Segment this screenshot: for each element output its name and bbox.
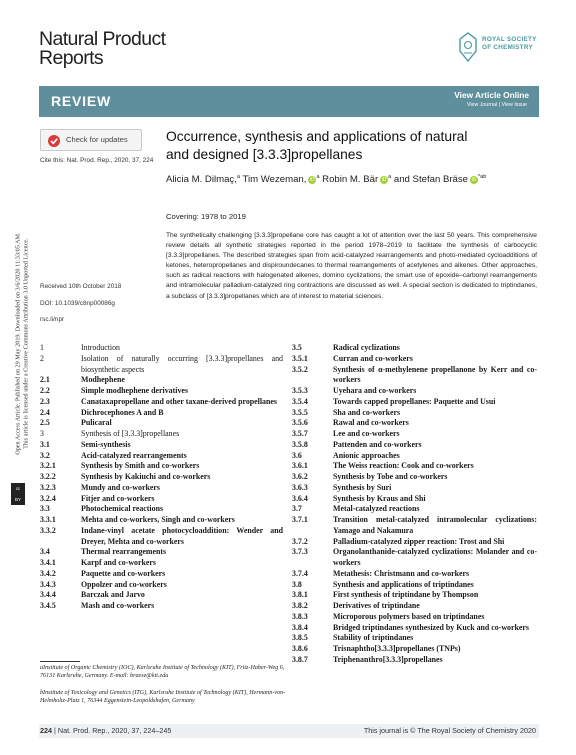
toc-entry-title: Pattenden and co-workers [333,439,422,449]
cite-this: Cite this: Nat. Prod. Rep., 2020, 37, 224 [40,157,154,164]
toc-entry[interactable] [292,483,537,494]
toc-entry-number: 3.6.1 [292,461,308,471]
toc-entry[interactable] [40,386,283,397]
article-title-line1: Occurrence, synthesis and applications of natural [166,129,468,144]
received-date: Received 10th October 2018 [40,283,122,290]
toc-entry-title: Isolation of naturally occurring [3.3.3]propellanes and biosynthetic aspects [81,353,283,374]
toc-entry[interactable] [40,408,283,419]
toc-entry-number: 3.8.6 [292,644,308,653]
toc-entry-title: The Weiss reaction: Cook and co-workers [333,461,474,471]
article-title-line2: and designed [3.3.3]propellanes [166,146,363,162]
check-updates-icon [47,134,61,148]
author-affiliation-mark: a [316,174,320,180]
toc-entry-number: 3.5.1 [292,353,308,363]
toc-entry-title: Derivatives of triptindane [333,601,420,610]
toc-entry-title: Metathesis: Christmann and co-workers [333,568,470,578]
toc-entry-title: Radical cyclizations [333,343,400,352]
toc-entry[interactable] [292,397,537,408]
toc-entry[interactable] [40,440,283,451]
toc-entry-number: 3.3 [40,504,50,514]
toc-entry[interactable] [292,365,537,387]
toc-entry-number: 3.2 [40,450,50,460]
toc-entry[interactable] [40,580,283,591]
toc-entry[interactable] [292,515,537,537]
affiliation-b: bInstitute of Toxicology and Genetics (ITG), Karlsruhe Institute of Technology (KIT), Hermann-von-Helmholtz-Platz 1, 76344 Eggenstein-Leopoldshafen, Germany [40,690,286,705]
author-name: Tim Wezeman, [239,174,307,185]
toc-entry[interactable] [40,558,283,569]
toc-entry-title: Organolanthanide-catalyzed cyclizations: Molander and co-workers [333,547,537,567]
toc-entry-number: 2.5 [40,418,50,428]
toc-entry[interactable] [40,375,283,386]
toc-entry-title: Acid-catalyzed rearrangements [81,450,187,460]
toc-entry[interactable] [40,461,283,472]
toc-entry[interactable] [40,504,283,515]
toc-entry-title: Pulicaral [81,418,112,428]
toc-entry-title: Metal-catalyzed reactions [333,504,420,514]
toc-entry-number: 3.5.7 [292,429,308,438]
check-updates-label: Check for updates [66,135,128,144]
toc-entry[interactable] [40,590,283,601]
toc-entry[interactable] [40,569,283,580]
toc-entry-number: 3.4.3 [40,579,56,589]
toc-entry-title: Synthesis by Tobe and co-workers [333,472,448,481]
journal-citation: Nat. Prod. Rep., 2020, 37, 224–245 [57,726,172,735]
toc-entry-number: 3.6.3 [292,482,308,492]
toc-entry[interactable] [40,526,283,548]
toc-entry-number: 2.1 [40,375,50,385]
journal-title-line2: Reports [39,47,104,69]
toc-entry-title: Synthesis of [3.3.3]propellanes [81,429,180,438]
author-list [166,174,486,185]
toc-entry-number: 3.2.1 [40,461,56,471]
toc-entry-number: 3.4.1 [40,558,56,567]
license-sidebar [14,104,29,584]
toc-entry[interactable] [292,440,537,451]
toc-entry[interactable] [292,386,537,397]
toc-entry-title: Mehta and co-workers, Singh and co-workers [81,515,235,524]
author-name: Robin M. Bär [319,174,379,185]
toc-entry-title: Karpf and co-workers [81,558,156,567]
orcid-icon[interactable]: iD [381,177,387,183]
toc-entry-number: 3.7.4 [292,568,308,578]
toc-entry-title: Synthesis and applications of triptindanes [333,579,474,589]
rsc-crest-icon [456,31,480,65]
toc-entry[interactable] [40,354,283,376]
toc-entry-title: Fitjer and co-workers [81,493,155,503]
toc-entry-title: Curran and co-workers [333,353,413,363]
toc-entry[interactable] [292,580,537,591]
toc-entry[interactable] [40,515,283,526]
toc-entry-number: 3.4.5 [40,601,56,610]
toc-entry-number: 3.5.6 [292,418,308,428]
toc-entry[interactable] [292,590,537,601]
toc-entry-number: 3.7.1 [292,515,308,524]
toc-entry-title: Transition metal-catalyzed intramolecular cyclizations: Yamago and Nakamura [333,515,537,535]
page-number: 224 [40,726,52,735]
footer-separator: | [54,726,58,735]
toc-entry-title: Oppolzer and co-workers [81,579,167,589]
toc-entry-title: Synthesis of α-methylenene propellanone by Kerr and co-workers [333,364,537,385]
toc-entry[interactable] [292,623,537,634]
toc-entry[interactable] [292,633,537,644]
author-name: Alicia M. Dilmaç, [166,174,237,185]
article-type-label: REVIEW [51,93,112,109]
cc-badge-top: cc [15,486,21,491]
author-affiliation-mark: *ab [478,174,487,180]
toc-entry[interactable] [292,601,537,612]
toc-entry-number: 3.5.3 [292,386,308,395]
toc-entry-title: Anionic approaches [333,450,400,460]
cc-by-badge[interactable] [11,483,25,505]
toc-entry-title: Stability of triptindanes [333,633,414,643]
toc-entry-number: 3.5.2 [292,364,308,374]
view-article-online-link[interactable]: View Article Online [454,90,529,100]
toc-entry[interactable] [292,569,537,580]
toc-entry-title: Barczak and Jarvo [81,590,145,600]
toc-entry[interactable] [292,504,537,515]
toc-entry-title: Lee and co-workers [333,429,400,438]
toc-entry[interactable] [292,354,537,365]
toc-entry-title: Thermal rearrangements [81,547,167,557]
orcid-icon[interactable]: iD [471,177,477,183]
toc-entry-title: Canataxapropellane and other taxane-derived propellanes [81,396,277,406]
toc-entry-number: 3.3.2 [40,525,56,535]
toc-entry[interactable] [292,494,537,505]
article-type-banner [39,86,539,117]
toc-entry-title: Simple modhephene derivatives [81,386,188,395]
toc-entry-number: 3.1 [40,439,50,449]
toc-entry-title: Palladium-catalyzed zipper reaction: Trost and Shi [333,536,505,546]
license-line-1: Open Access Article. Published on 29 May 2019. Downloaded on 3/6/2020 11:33:05 AM. [14,232,22,455]
footer-citation [40,726,171,735]
toc-entry-number: 3.3.1 [40,515,56,524]
toc-entry-title: Paquette and co-workers [81,568,166,578]
toc-entry-title: First synthesis of triptindane by Thompson [333,590,479,600]
toc-entry[interactable] [292,418,537,429]
affiliation-a: aInstitute of Organic Chemistry (IOC), Karlsruhe Institute of Technology (KIT), Fritz-Haber-Weg 6, 76131 Karlsruhe, Germany. E-mail: braese@kit.edu [40,665,285,680]
toc-entry[interactable] [292,537,537,548]
toc-entry-number: 3.2.2 [40,472,56,481]
toc-entry-number: 3.8.1 [292,590,308,600]
toc-entry[interactable] [40,451,283,462]
footnote-rule [40,661,80,662]
toc-entry-title: Towards capped propellanes: Paquette and Usui [333,396,496,406]
toc-entry-title: Microporous polymers based on triptindanes [333,611,485,621]
orcid-icon[interactable]: iD [310,177,315,183]
toc-entry-title: Mash and co-workers [81,601,155,610]
view-journal-issue-links[interactable]: View Journal | View Issue [466,102,527,108]
toc-entry-title: Uyehara and co-workers [333,386,417,395]
toc-entry-number: 2.2 [40,386,50,395]
toc-entry-title: Semi-synthesis [81,439,131,449]
journal-title [39,30,165,68]
author-affiliation-mark: a [388,174,392,180]
toc-entry-title: Synthesis by Kraus and Shi [333,493,426,503]
toc-entry-title: Trisnaphtho[3.3.3]propellanes (TNPs) [333,644,461,653]
toc-entry-number: 2.3 [40,396,50,406]
toc-entry-title: Dichrocephones A and B [81,407,164,417]
abstract: The synthetically challenging [3.3.3]propellane core has caught a lot of attention over the last 50 years. This comprehensive review details all synthetic strategies reported in the period 1978–2019 to facilitate the synthesis of carbocyclic [3.3.3]propellanes. The described strategies span from acid-catalyzed rearrangements and photo-mediated cycloadditions of ketones, heteropropellanes and dispiroundecanes to thermal rearrangements of acetylenes and alkenes. Other approaches, such as radical reactions with halogenated alkenes, domino cyclizations, the smart use of epoxide–carbonyl rearrangements and intramolecular palladium-catalyzed ring contractions are discussed as well. A special section is dedicated to triptindanes, a subclass of [3.3.3]propellanes which are of interest to material sciences. [166,232,537,300]
toc-entry[interactable] [292,408,537,419]
toc-entry-number: 3.7.3 [292,547,308,557]
toc-entry[interactable] [40,429,283,440]
toc-entry-title: Modhephene [81,375,125,385]
toc-entry[interactable] [292,655,537,666]
cc-badge-bottom: BY [14,497,21,502]
toc-entry[interactable] [292,472,537,483]
toc-entry-number: 3.2.4 [40,493,56,503]
copyright-notice: This journal is © The Royal Society of Chemistry 2020 [363,726,536,735]
doi[interactable]: DOI: 10.1039/c8np00086g [40,300,115,307]
toc-entry-number: 2 [40,353,44,363]
article-title [166,128,536,163]
toc-entry-number: 3.7.2 [292,536,308,546]
toc-entry[interactable] [40,547,283,558]
toc-entry-title: Sha and co-workers [333,407,401,417]
toc-entry-number: 3.8.3 [292,611,308,621]
toc-entry[interactable] [40,494,283,505]
toc-entry-title: Introduction [81,343,121,352]
check-for-updates-button[interactable] [40,129,142,151]
toc-entry-title: Triphenanthro[3.3.3]propellanes [333,654,443,664]
toc-entry-number: 3.5.4 [292,396,308,406]
toc-entry-title: Synthesis by Smith and co-workers [81,461,200,471]
toc-entry-number: 3.8.4 [292,622,308,632]
toc-entry-number: 3 [40,429,44,438]
covering-period: Covering: 1978 to 2019 [166,212,246,221]
toc-entry-number: 3.8 [292,579,302,589]
license-line-2: This article is licensed under a Creative Commons Attribution 3.0 Unported Licence. [22,238,29,449]
toc-entry[interactable] [40,472,283,483]
toc-entry[interactable] [40,483,283,494]
journal-title-line1: Natural Product [39,28,166,50]
toc-entry-number: 3.6.4 [292,493,308,503]
toc-entry-title: Rawal and co-workers [333,418,409,428]
toc-entry-number: 3.5.8 [292,439,308,449]
toc-entry[interactable] [40,418,283,429]
toc-entry-number: 3.8.5 [292,633,308,643]
toc-entry[interactable] [292,644,537,655]
toc-entry[interactable] [292,547,537,569]
toc-entry[interactable] [292,612,537,623]
toc-entry-title: Bridged triptindanes synthesized by Kuck and co-workers [333,622,529,632]
publisher-name-line2: OF CHEMISTRY [482,43,533,51]
toc-entry-number: 1 [40,343,44,352]
author-affiliation-mark: a [236,174,240,180]
toc-entry-title: Indane-vinyl acetate photocycloaddition: Wender and Dreyer, Mehta and co-workers [81,525,283,546]
toc-entry-number: 3.5 [292,343,302,352]
toc-entry-number: 3.4 [40,547,50,557]
table-of-contents-right [292,343,537,666]
toc-entry[interactable] [292,429,537,440]
toc-entry-number: 3.4.2 [40,568,56,578]
toc-entry-number: 2.4 [40,407,50,417]
toc-entry-number: 3.4.4 [40,590,56,600]
toc-entry[interactable] [40,397,283,408]
publisher-name [482,36,552,51]
publisher-name-line1: ROYAL SOCIETY [482,36,537,43]
toc-entry-number: 3.6.2 [292,472,308,481]
toc-entry-title: Synthesis by Suri [333,482,392,492]
toc-entry-number: 3.8.7 [292,654,308,664]
author-name: and Stefan Bräse [391,174,469,185]
toc-entry[interactable] [40,601,283,612]
table-of-contents-left [40,343,283,612]
publisher-logo [456,31,548,67]
toc-entry-title: Photochemical reactions [81,504,164,514]
toc-entry-number: 3.5.5 [292,407,308,417]
toc-entry-number: 3.7 [292,504,302,514]
toc-entry[interactable] [40,343,283,354]
toc-entry-title: Synthesis by Kakiuchi and co-workers [81,472,211,481]
toc-entry[interactable] [292,461,537,472]
toc-entry-number: 3.2.3 [40,482,56,492]
journal-short-link[interactable]: rsc.li/npr [40,316,65,323]
toc-entry-title: Mundy and co-workers [81,482,160,492]
toc-entry-number: 3.6 [292,450,302,460]
toc-entry[interactable] [292,343,537,354]
toc-entry[interactable] [292,451,537,462]
toc-entry-number: 3.8.2 [292,601,308,610]
